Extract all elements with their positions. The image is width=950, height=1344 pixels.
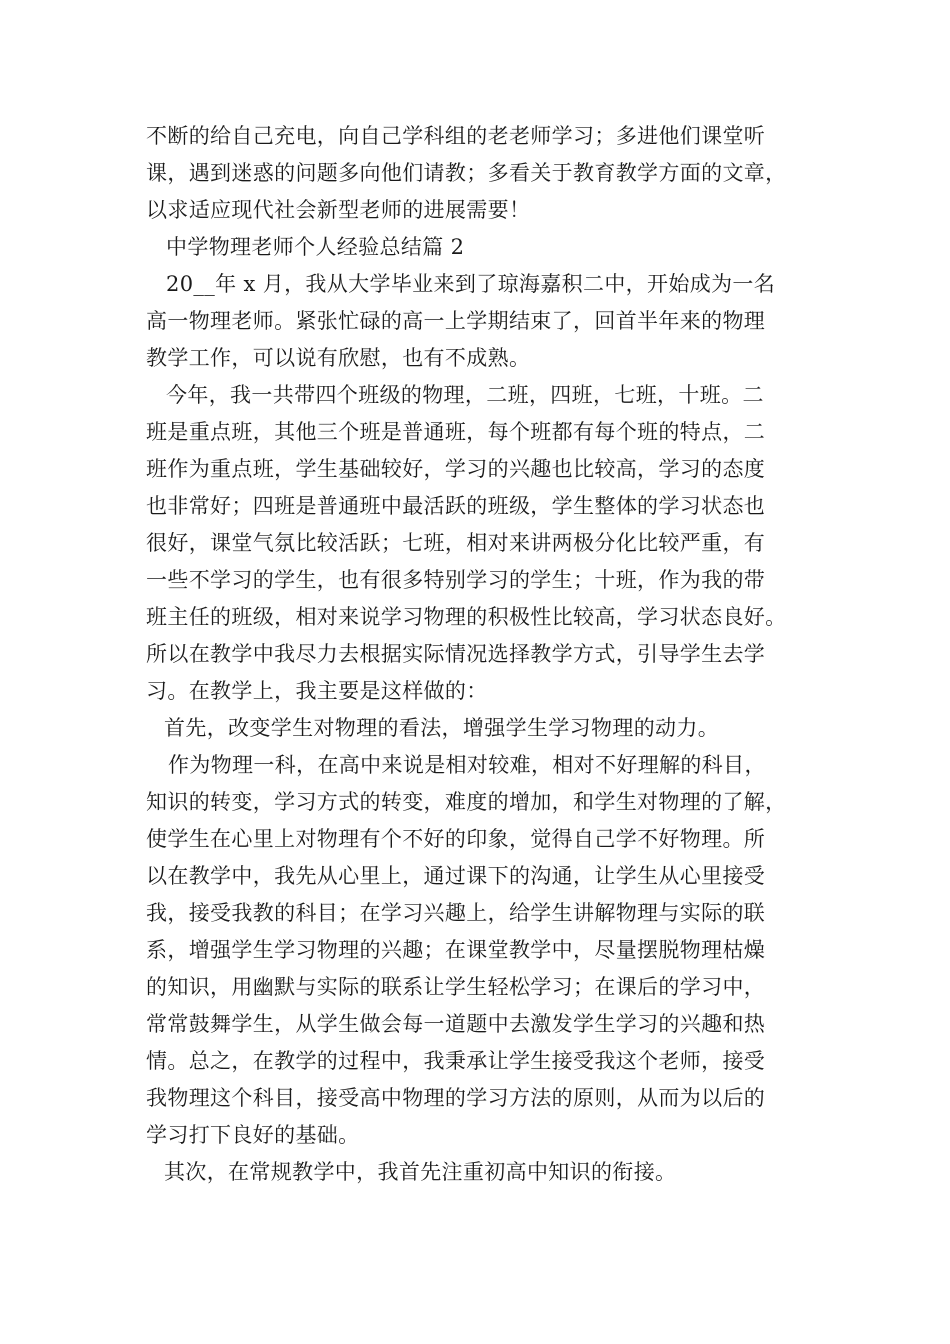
- paragraph-line: 知识的转变，学习方式的转变，难度的增加，和学生对物理的了解，: [146, 790, 787, 814]
- paragraph-line: 首先，改变学生对物理的看法，增强学生学习物理的动力。: [164, 716, 720, 740]
- paragraph-line: 学习打下良好的基础。: [146, 1123, 360, 1147]
- paragraph-line: 很好，课堂气氛比较活跃；七班，相对来讲两极分化比较严重，有: [146, 531, 766, 555]
- paragraph-line: 也非常好；四班是普通班中最活跃的班级，学生整体的学习状态也: [146, 494, 766, 518]
- paragraph-line: 高一物理老师。紧张忙碌的高一上学期结束了，回首半年来的物理: [146, 309, 766, 333]
- paragraph-line: 情。总之，在教学的过程中，我秉承让学生接受我这个老师，接受: [146, 1049, 766, 1073]
- document-page: [146, 118, 826, 1191]
- paragraph-line: 以求适应现代社会新型老师的进展需要！: [146, 198, 531, 222]
- paragraph-line: 20__年 x 月，我从大学毕业来到了琼海嘉积二中，开始成为一名: [166, 272, 776, 296]
- paragraph-line: 作为物理一科，在高中来说是相对较难，相对不好理解的科目，: [168, 753, 766, 777]
- paragraph-line: 不断的给自己充电，向自己学科组的老老师学习；多进他们课堂听: [146, 124, 766, 148]
- paragraph-line: 班是重点班，其他三个班是普通班，每个班都有每个班的特点，二: [146, 420, 766, 444]
- paragraph-line: 常常鼓舞学生，从学生做会每一道题中去激发学生学习的兴趣和热: [146, 1012, 766, 1036]
- paragraph-line: 我物理这个科目，接受高中物理的学习方法的原则，从而为以后的: [146, 1086, 766, 1110]
- paragraph-line: 今年，我一共带四个班级的物理，二班，四班，七班，十班。二: [166, 383, 764, 407]
- paragraph-line: 以在教学中，我先从心里上，通过课下的沟通，让学生从心里接受: [146, 864, 766, 888]
- paragraph-line: 使学生在心里上对物理有个不好的印象，觉得自己学不好物理。所: [146, 827, 766, 851]
- paragraph-line: 习。在教学上，我主要是这样做的：: [146, 679, 488, 703]
- paragraph-line: 系，增强学生学习物理的兴趣；在课堂教学中，尽量摆脱物理枯燥: [146, 938, 766, 962]
- paragraph-line: 班主任的班级，相对来说学习物理的积极性比较高，学习状态良好。: [146, 605, 787, 629]
- paragraph-line: 我，接受我教的科目；在学习兴趣上，给学生讲解物理与实际的联: [146, 901, 766, 925]
- paragraph-line: 教学工作，可以说有欣慰，也有不成熟。: [146, 346, 531, 370]
- paragraph-line: 班作为重点班，学生基础较好，学习的兴趣也比较高，学习的态度: [146, 457, 766, 481]
- paragraph-line: 所以在教学中我尽力去根据实际情况选择教学方式，引导学生去学: [146, 642, 766, 666]
- paragraph-line: 课，遇到迷惑的问题多向他们请教；多看关于教育教学方面的文章，: [146, 161, 787, 185]
- paragraph-line: 一些不学习的学生，也有很多特别学习的学生；十班，作为我的带: [146, 568, 766, 592]
- paragraph-line: 的知识，用幽默与实际的联系让学生轻松学习；在课后的学习中，: [146, 975, 766, 999]
- section-heading: 中学物理老师个人经验总结篇 2: [166, 235, 465, 259]
- paragraph-line: 其次，在常规教学中，我首先注重初高中知识的衔接。: [164, 1160, 677, 1184]
